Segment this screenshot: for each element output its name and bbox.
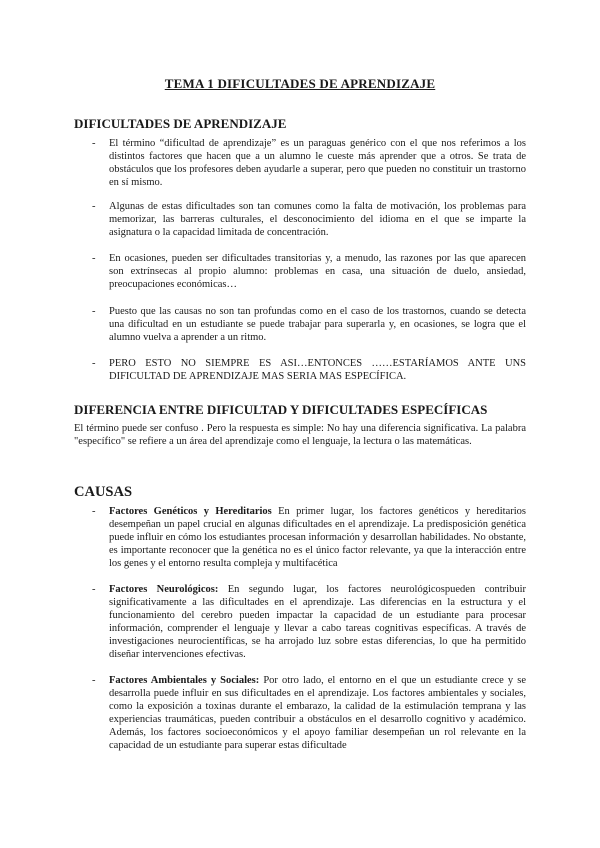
bullet-dash: - (92, 306, 96, 317)
bullet-dash: - (92, 584, 96, 595)
list-item-body: Por otro lado, el entorno en el que un estudiante crece y se desarrolla puede influir en sus dificultades en el aprendizaje. Los factores ambientales y sociales, como la exposición a toxinas durante el embarazo, la calidad de la estimulación temprana y las experiencias traumáticas, pueden contribuir a obstáculos en el desarrollo cognitivo y académico. Además, los factores socioeconómicos y el apoyo familiar desempeñan un rol relevante en la capacidad de un estudiante para superar estas dificultade (109, 675, 526, 752)
bullet-dash: - (92, 201, 96, 212)
list-item (92, 137, 526, 189)
list-item-label: Factores Neurológicos: (109, 584, 219, 595)
bullet-dash: - (92, 675, 96, 686)
list-item-label: Factores Ambientales y Sociales: (109, 675, 260, 686)
section-paragraph: El término puede ser confuso . Pero la respuesta es simple: No hay una diferencia significativa. La palabra "específico" se refiere a un área del aprendizaje como el lenguaje, la lectura o las matemáticas. (74, 423, 526, 448)
bullet-dash: - (92, 358, 96, 369)
list-item-text (109, 505, 526, 570)
list-item-text (109, 674, 526, 753)
list-item (92, 674, 526, 753)
section-heading-diferencia: DIFERENCIA ENTRE DIFICULTAD Y DIFICULTADES ESPECÍFICAS (74, 402, 488, 417)
list-item-text: Puesto que las causas no son tan profundas como en el caso de los trastornos, cuando se detecta una dificultad en un estudiante se puede trabajar para superarla y, en ocasiones, se logra que el alumno vuelva a aprender a un ritmo. (109, 306, 526, 344)
list-item (92, 305, 526, 344)
section-heading-causas: CAUSAS (74, 484, 133, 500)
list-item-text: Algunas de estas dificultades son tan comunes como la falta de motivación, los problemas para memorizar, las barreras culturales, el desconocimiento del idioma en el que se imparte la asignatura o la capacidad limitada de concentración. (109, 201, 526, 239)
section-heading-dificultades: DIFICULTADES DE APRENDIZAJE (74, 116, 287, 131)
list-item-text: El término “dificultad de aprendizaje” es un paraguas genérico con el que nos referimos a los distintos factores que hacen que a un alumno le cueste más aprender que a otros. Se trata de obstáculos que los profesores deben ayudarle a superar, pero que pueden no constituir un trastorno en sí mismo. (109, 138, 526, 189)
list-item-body: En primer lugar, los factores genéticos y hereditarios desempeñan un papel crucial en algunas dificultades en el aprendizaje. La predisposición genética puede influir en cómo los estudiantes procesan información y desarrollan habilidades. No obstante, es importante reconocer que la genética no es el único factor relevante, ya que la interacción entre los genes y el entorno resulta compleja y multifacética (109, 506, 526, 570)
list-item-text: PERO ESTO NO SIEMPRE ES ASI…ENTONCES ……ESTARÍAMOS ANTE UNS DIFICULTAD DE APRENDIZAJE MAS SERIA MAS ESPECÍFICA. (109, 358, 526, 383)
list-item (92, 583, 526, 662)
list-item (92, 357, 526, 383)
page-title: TEMA 1 DIFICULTADES DE APRENDIZAJE (164, 76, 436, 91)
list-item (92, 252, 526, 291)
bullet-dash: - (92, 506, 96, 517)
list-item (92, 505, 526, 570)
list-item-text: En ocasiones, pueden ser dificultades transitorias y, a menudo, las razones por las que aparecen son extrínsecas al propio alumno: problemas en casa, una situación de duelo, ansiedad, preocupaciones económicas… (109, 253, 526, 291)
list-item-label: Factores Genéticos y Hereditarios (109, 506, 272, 517)
bullet-dash: - (92, 138, 96, 149)
list-item-body: En segundo lugar, los factores neurológicospueden contribuir significativamente a las dificultades en el aprendizaje. Las diferencias en la estructura y el funcionamiento del cerebro pueden impactar la capacidad de un estudiante para procesar información, comprender el lenguaje y llevar a cabo tareas cognitivas específicas. A través de investigaciones neurocientíficas, se ha arrojado luz sobre estas diferencias, lo que ha permitido diseñar intervenciones efectivas. (109, 584, 527, 661)
list-item (92, 200, 526, 239)
bullet-dash: - (92, 253, 96, 264)
list-item-text (109, 583, 526, 662)
